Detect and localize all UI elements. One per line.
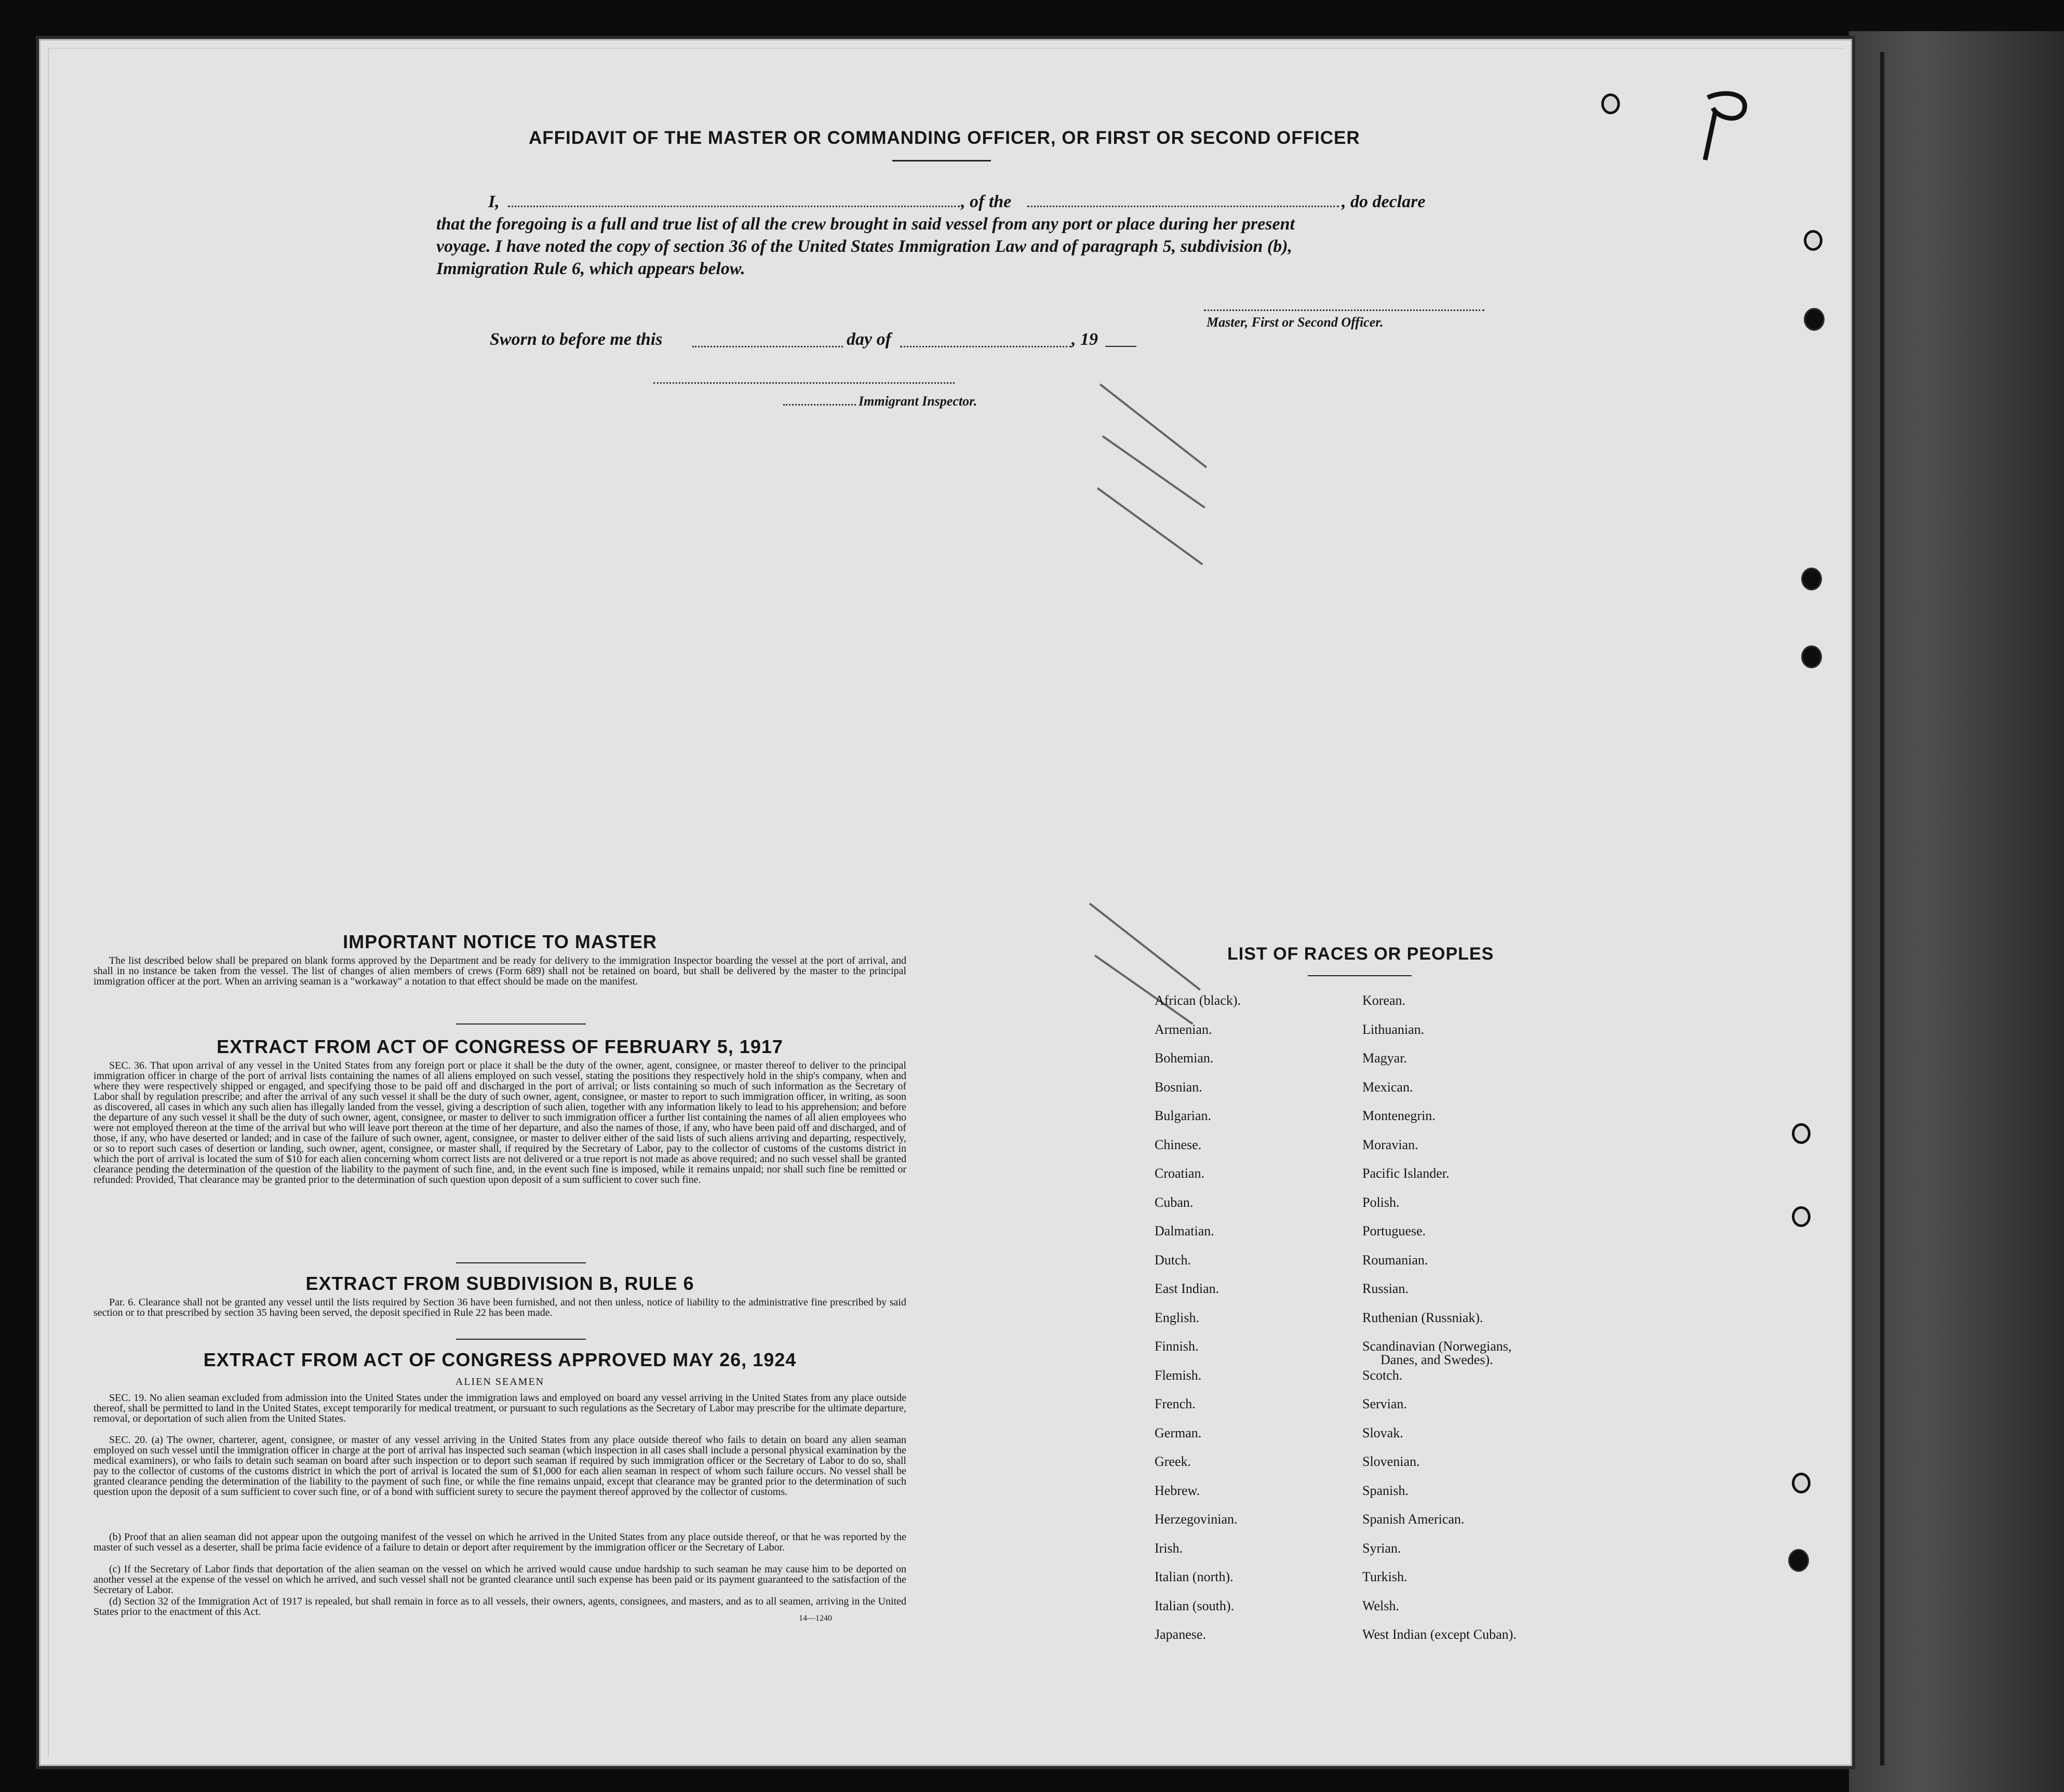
- race-item: East Indian.: [1155, 1281, 1219, 1296]
- race-item: Bosnian.: [1155, 1079, 1202, 1095]
- year-blank[interactable]: [1105, 346, 1136, 347]
- affidavit-i-label: I,: [488, 192, 500, 211]
- title-underline: [892, 160, 991, 161]
- master-signature-line[interactable]: [1204, 309, 1484, 311]
- inspector-label: Immigrant Inspector.: [859, 394, 977, 409]
- race-item: Finnish.: [1155, 1339, 1199, 1354]
- race-item: Bohemian.: [1155, 1050, 1214, 1066]
- race-item: Montenegrin.: [1362, 1108, 1436, 1123]
- divider: [456, 1262, 586, 1263]
- vessel-blank[interactable]: [1027, 206, 1339, 207]
- sworn-label: Sworn to before me this: [490, 330, 663, 349]
- affidavit-body-line1: that the foregoing is a full and true list of all the crew brought in said vessel from any port or place during her present: [436, 214, 1295, 234]
- affidavit-body-line3: Immigration Rule 6, which appears below.: [436, 259, 745, 278]
- race-item: Croatian.: [1155, 1166, 1205, 1181]
- notice-text: The list described below shall be prepared on blank forms approved by the Department and be ready for delivery to the immigration Inspector boarding the vessel at the port of arrival, and shall in no instance be taken from the vessel. The list of changes of alien members of crews (Form 689) shall not be retained on board, but shall be delivered by the master to the principal immigration officer at the port. When an arriving seaman is a "workaway" a notation to that effect should be made on the manifest.: [93, 955, 906, 987]
- race-item: Irish.: [1155, 1540, 1183, 1556]
- sec20d-text: (d) Section 32 of the Immigration Act of 1917 is repealed, but shall remain in force as to all vessels, their owners, agents, consignees, and masters, and as to all seamen, arriving in the United States prior to the enactment of this Act.: [93, 1596, 906, 1618]
- race-item: Bulgarian.: [1155, 1108, 1212, 1123]
- race-item: Servian.: [1362, 1396, 1407, 1411]
- race-item: Polish.: [1362, 1194, 1400, 1210]
- handwritten-mark: [1687, 87, 1760, 165]
- race-item: Spanish American.: [1362, 1512, 1465, 1527]
- race-item: Ruthenian (Russniak).: [1362, 1310, 1483, 1325]
- race-item: Hebrew.: [1155, 1483, 1200, 1498]
- binding-hole: [1801, 568, 1822, 590]
- binding-hole: [1804, 230, 1822, 251]
- binding-hole: [1792, 1473, 1811, 1493]
- inspector-dash: [783, 404, 856, 406]
- race-item: Scandinavian (Norwegians,: [1362, 1339, 1512, 1354]
- race-item: Chinese.: [1155, 1137, 1202, 1152]
- extract-rule6-title: EXTRACT FROM SUBDIVISION B, RULE 6: [305, 1273, 694, 1294]
- binding-hole: [1792, 1123, 1811, 1144]
- race-item: Japanese.: [1155, 1627, 1206, 1642]
- race-item: English.: [1155, 1310, 1199, 1325]
- race-item: Scotch.: [1362, 1367, 1403, 1383]
- divider: [456, 1023, 586, 1025]
- race-item: Pacific Islander.: [1362, 1166, 1450, 1181]
- extract-rule6-text: Par. 6. Clearance shall not be granted any vessel until the lists required by Section 36 have been furnished, and not then unless, notice of liability to the administrative fine prescribed by said section or to that prescribed by section 35 having been served, the deposit specified in Rule 22 has been made.: [93, 1297, 906, 1318]
- race-item: West Indian (except Cuban).: [1362, 1627, 1517, 1642]
- race-item: African (black).: [1155, 993, 1241, 1008]
- race-item: Dalmatian.: [1155, 1223, 1214, 1238]
- race-item: Herzegovinian.: [1155, 1512, 1238, 1527]
- extract-1917-text: SEC. 36. That upon arrival of any vessel in the United States from any foreign port or place it shall be the duty of the owner, agent, consignee, or master thereof to deliver to the principal immigration officer in charge of the port of arrival lists containing the names of all aliens employed on such vessel, stating the positions they respectively hold in the ship's company, when and where they were respectively shipped or engaged, and specifying those to be paid off and discharged in the port of arrival; or lists containing so much of such information as the Secretary of Labor shall by regulation prescribe; and after the arrival of any such vessel it shall be the duty of such owner, agent, consignee, or master to report to such immigration officer, in writing, as soon as discovered, all cases in which any such alien has illegally landed from the vessel, giving a description of such alien, together with any information likely to lead to his apprehension; and before the departure of any such vessel it shall be the duty of such owner, agent, consignee, or master to deliver to such immigration officer a further list containing the names of all alien employees who were not employed thereon at the time of the arrival but who will leave port thereon at the time of her departure, and also the names of those, if any, who have been paid off and discharged, and of those, if any, who have deserted or landed; and in case of the failure of such owner, agent, consignee, or master to deliver either of the said lists of such aliens arriving and departing, respectively, or so to report such cases of desertion or landing, such owner, agent, consignee, or master shall, if required by the Secretary of Labor, pay to the collector of customs of the customs district in which the port of arrival is located the sum of $10 for each alien concerning whom correct lists are not delivered or a true report is not made as above required; and no such vessel shall be granted clearance pending the determination of the question of the liability to the payment of such fine, and, in the event such fine is imposed, while it remains unpaid; nor shall such fine be remitted or refunded: Provided, That clearance may be granted prior to the determination of such question upon deposit of a sum sufficient to cover such fine.: [93, 1060, 906, 1185]
- binding-hole: [1792, 1206, 1811, 1227]
- race-item: French.: [1155, 1396, 1196, 1411]
- binding-hole: [1788, 1549, 1809, 1572]
- race-item: Danes, and Swedes).: [1381, 1352, 1493, 1367]
- race-item: Welsh.: [1362, 1598, 1399, 1613]
- master-label: Master, First or Second Officer.: [1207, 315, 1384, 330]
- alien-seamen-subtitle: ALIEN SEAMEN: [455, 1376, 545, 1387]
- race-item: Spanish.: [1362, 1483, 1409, 1498]
- race-item: Syrian.: [1362, 1540, 1401, 1556]
- race-item: Roumanian.: [1362, 1252, 1428, 1268]
- affidavit-of-the: , of the: [961, 192, 1012, 211]
- race-item: Slovenian.: [1362, 1454, 1420, 1469]
- race-item: German.: [1155, 1425, 1202, 1440]
- affidavit-do-declare: , do declare: [1342, 192, 1426, 211]
- extract-1917-title: EXTRACT FROM ACT OF CONGRESS OF FEBRUARY 5, 1917: [217, 1036, 783, 1057]
- sec20a-text: SEC. 20. (a) The owner, charterer, agent, consignee, or master of any vessel arriving in the United States from any place outside thereof who fails to detain on board any alien seaman employed on such vessel until the immigration officer in charge at the port of arrival has inspected such seaman (which inspection in all cases shall include a personal physical examination by the medical examiners), or who fails to detain such seaman on board after such inspection or to deport such seaman if required by such immigration officer or the Secretary of Labor to do so, shall pay to the collector of customs of the customs district in which the port of arrival is located the sum of $1,000 for each alien seaman in respect of whom such failure occurs. No vessel shall be granted clearance pending the determination of the liability to the payment of such fine, or while the fine remains unpaid, except that clearance may be granted prior to the determination of such question upon the deposit of a sum sufficient to cover such fine, or of a bond with sufficient surety to secure the payment thereof approved by the collector of customs.: [93, 1434, 906, 1498]
- race-item: Slovak.: [1362, 1425, 1403, 1440]
- race-item: Armenian.: [1155, 1021, 1212, 1037]
- binding-hole: [1801, 645, 1822, 668]
- sec20b-text: (b) Proof that an alien seaman did not appear upon the outgoing manifest of the vessel on which he arrived in the United States from any place outside thereof, or that he was reported by the master of such vessel as a deserter, shall be prima facie evidence of a failure to detain or deport after requirement by the immigration officer or the Secretary of Labor.: [93, 1531, 906, 1553]
- race-item: Turkish.: [1362, 1569, 1408, 1584]
- sec19-text: SEC. 19. No alien seaman excluded from admission into the United States under the immigration laws and employed on board any vessel arriving in the United States from any place outside thereof, shall be permitted to land in the United States, except temporarily for medical treatment, or pursuant to such regulations as the Secretary of Labor may prescribe for the ultimate departure, removal, or deportation of such alien from the United States.: [93, 1392, 906, 1424]
- year-prefix: , 19: [1071, 330, 1098, 349]
- spine-edge: [1880, 52, 1884, 1766]
- race-item: Flemish.: [1155, 1367, 1202, 1383]
- manifest-page: [39, 39, 1852, 1766]
- binding-hole: [1804, 308, 1825, 331]
- race-item: Dutch.: [1155, 1252, 1191, 1268]
- races-title: LIST OF RACES OR PEOPLES: [1227, 944, 1494, 964]
- race-item: Russian.: [1362, 1281, 1409, 1296]
- race-item: Lithuanian.: [1362, 1021, 1425, 1037]
- inspector-signature-line[interactable]: [653, 382, 955, 384]
- race-item: Magyar.: [1362, 1050, 1407, 1066]
- page-border: [48, 48, 1843, 1757]
- divider: [456, 1339, 586, 1340]
- race-item: Portuguese.: [1362, 1223, 1426, 1238]
- race-item: Greek.: [1155, 1454, 1191, 1469]
- name-blank[interactable]: [508, 206, 960, 207]
- form-number: 14—1240: [799, 1614, 832, 1623]
- race-item: Italian (north).: [1155, 1569, 1234, 1584]
- extract-1924-title: EXTRACT FROM ACT OF CONGRESS APPROVED MAY 26, 1924: [203, 1349, 797, 1370]
- race-item: Moravian.: [1362, 1137, 1418, 1152]
- races-underline: [1308, 975, 1412, 976]
- race-item: Cuban.: [1155, 1194, 1194, 1210]
- month-blank[interactable]: [900, 346, 1071, 347]
- notice-title: IMPORTANT NOTICE TO MASTER: [343, 931, 657, 952]
- affidavit-body-line2: voyage. I have noted the copy of section 36 of the United States Immigration Law and of paragraph 5, subdivision (b),: [436, 237, 1293, 256]
- sec20c-text: (c) If the Secretary of Labor finds that deportation of the alien seaman on the vessel on which he arrived would cause undue hardship to such seaman he may cause him to be deported on another vessel at the expense of the vessel on which he arrived, and such vessel shall not be granted clearance until such expense has been paid or its payment guaranteed to the satisfaction of the Secretary of Labor.: [93, 1564, 906, 1596]
- day-of-label: day of: [847, 330, 891, 349]
- race-item: Italian (south).: [1155, 1598, 1235, 1613]
- binding-hole-top: [1601, 93, 1620, 114]
- race-item: Mexican.: [1362, 1079, 1413, 1095]
- race-item: Korean.: [1362, 993, 1406, 1008]
- sworn-day-blank[interactable]: [692, 346, 843, 347]
- affidavit-title: AFFIDAVIT OF THE MASTER OR COMMANDING OFFICER, OR FIRST OR SECOND OFFICER: [529, 128, 1360, 148]
